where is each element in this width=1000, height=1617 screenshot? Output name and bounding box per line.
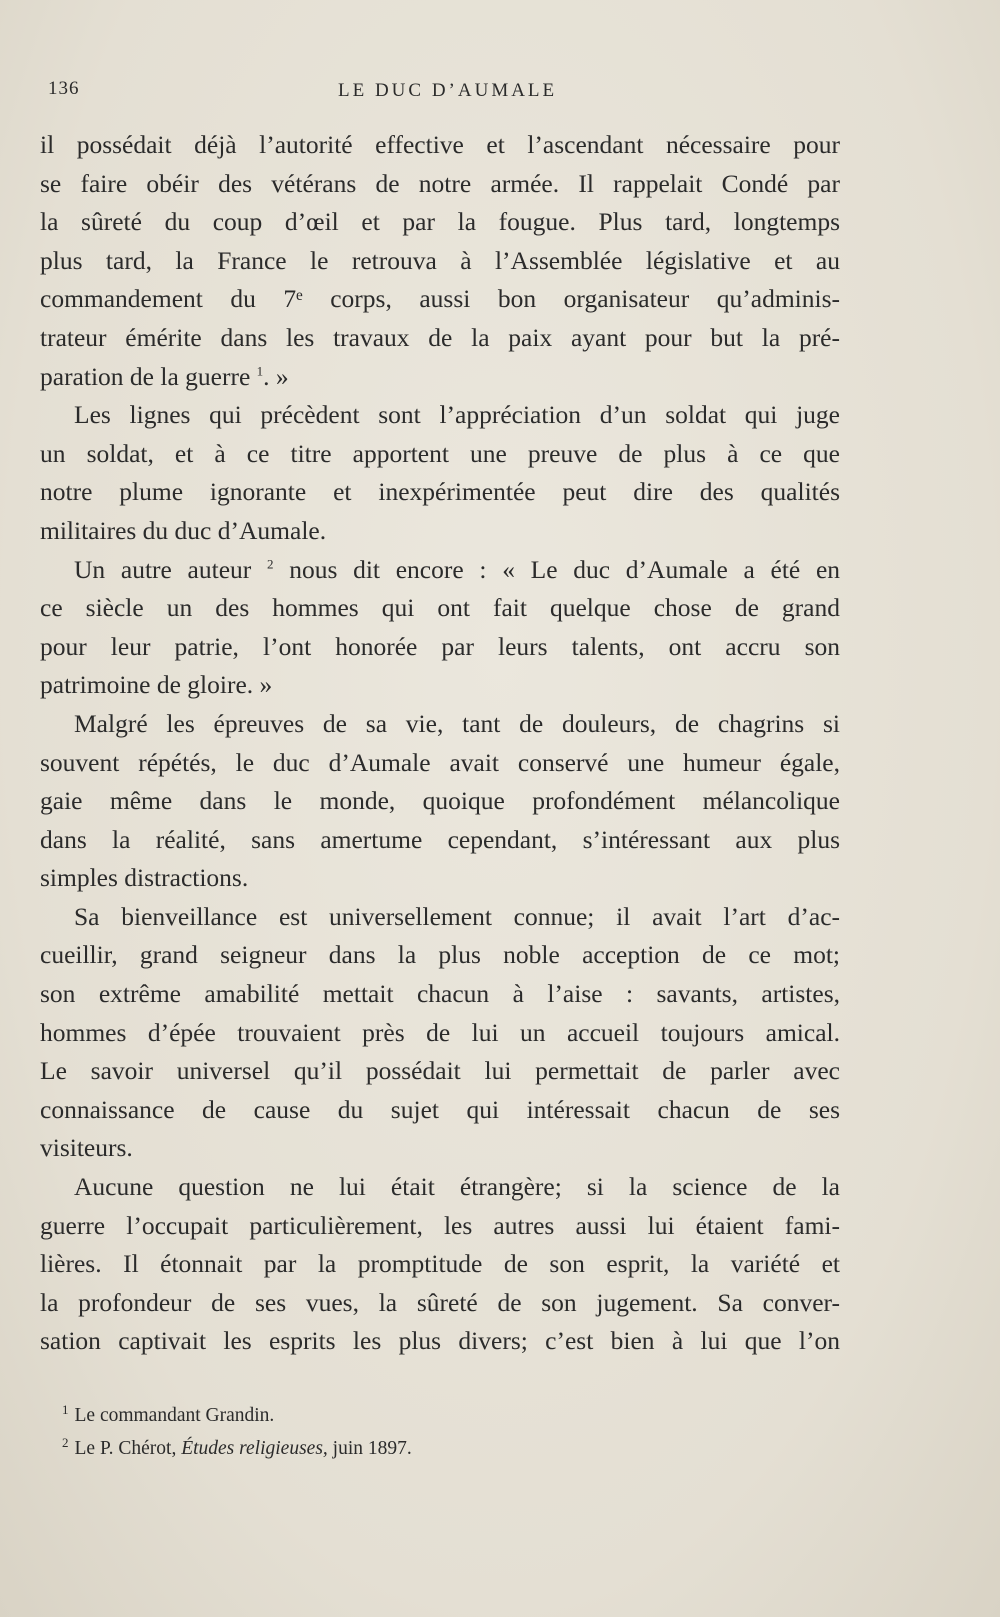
text-line: plus tard, la France le retrouva à l’Assemblée législative et au — [40, 245, 840, 275]
text-line: Malgré les épreuves de sa vie, tant de douleurs, de chagrins si — [74, 708, 840, 738]
text-line: visiteurs. — [40, 1133, 133, 1163]
text-fragment: paration de la guerre — [40, 361, 251, 391]
footnotes — [62, 1399, 762, 1465]
text-line: ce siècle un des hommes qui ont fait quelque chose de grand — [40, 593, 840, 623]
body-text — [40, 126, 840, 1361]
text-line — [40, 358, 840, 397]
text-line: se faire obéir des vétérans de notre armée. Il rappelait Condé par — [40, 168, 840, 198]
text-line: simples distractions. — [40, 863, 249, 893]
text-line: Aucune question ne lui était étrangère; si la science de la — [74, 1172, 840, 1202]
text-fragment: . » — [263, 361, 289, 391]
running-head — [48, 78, 868, 108]
text-line: gaie même dans le monde, quoique profondément mélancolique — [40, 786, 840, 816]
text-line: sation captivait les esprits les plus divers; c’est bien à lui que l’on — [40, 1326, 840, 1356]
text-line: patrimoine de gloire. » — [40, 670, 273, 700]
text-line: Le savoir universel qu’il possédait lui permettait de parler avec — [40, 1056, 840, 1086]
footnote-ref-2: 2 — [267, 556, 274, 572]
footnote-text: Le P. Chérot, — [74, 1438, 182, 1459]
text-line: lières. Il étonnait par la promptitude de son esprit, la variété et — [40, 1249, 840, 1279]
text-line: Sa bienveillance est universellement connue; il avait l’art d’ac- — [74, 901, 840, 931]
text-line: connaissance de cause du sujet qui intéressait chacun de ses — [40, 1094, 840, 1124]
text-line — [40, 551, 840, 590]
footnote-2 — [62, 1432, 762, 1465]
text-line: trateur émérite dans les travaux de la paix ayant pour but la pré- — [40, 322, 840, 352]
text-line: militaires du duc d’Aumale. — [40, 515, 327, 545]
text-line: souvent répétés, le duc d’Aumale avait conservé une humeur égale, — [40, 747, 840, 777]
text-line: notre plume ignorante et inexpérimentée peut dire des qualités — [40, 477, 840, 507]
footnote-text: Le commandant Grandin. — [74, 1405, 275, 1426]
footnote-ref-1: 1 — [256, 363, 264, 379]
text-line: un soldat, et à ce titre apportent une preuve de plus à ce que — [40, 438, 840, 468]
text-line: la sûreté du coup d’œil et par la fougue. Plus tard, longtemps — [40, 207, 840, 237]
text-fragment: nous dit encore : « Le duc d’Aumale a été en — [273, 554, 841, 584]
footnote-number: 1 — [62, 1401, 69, 1417]
text-fragment: Un autre auteur — [74, 554, 252, 584]
footnote-1 — [62, 1399, 762, 1432]
footnote-number: 2 — [62, 1434, 69, 1450]
text-line: hommes d’épée trouvaient près de lui un accueil toujours amical. — [40, 1017, 840, 1047]
text-line: son extrême amabilité mettait chacun à l’aise : savants, artistes, — [40, 979, 840, 1009]
footnote-date: juin 1897. — [327, 1438, 412, 1459]
page-number: 136 — [48, 78, 80, 99]
text-line: il possédait déjà l’autorité effective et l’ascendant nécessaire pour — [40, 130, 840, 159]
text-line: pour leur patrie, l’ont honorée par leurs talents, ont accru son — [40, 631, 840, 661]
text-line: commandement du 7ᵉ corps, aussi bon organisateur qu’adminis- — [40, 284, 840, 314]
text-line: guerre l’occupait particulièrement, les autres aussi lui étaient fami- — [40, 1210, 840, 1240]
text-line: dans la réalité, sans amertume cependant, s’intéressant aux plus — [40, 824, 840, 854]
text-line: cueillir, grand seigneur dans la plus noble acception de ce mot; — [40, 940, 840, 970]
text-line: Les lignes qui précèdent sont l’appréciation d’un soldat qui juge — [74, 400, 840, 430]
text-line: la profondeur de ses vues, la sûreté de son jugement. Sa conver- — [40, 1287, 840, 1317]
running-title: LE DUC D’AUMALE — [338, 80, 558, 101]
footnote-source-title: Études religieuses, — [181, 1438, 328, 1459]
